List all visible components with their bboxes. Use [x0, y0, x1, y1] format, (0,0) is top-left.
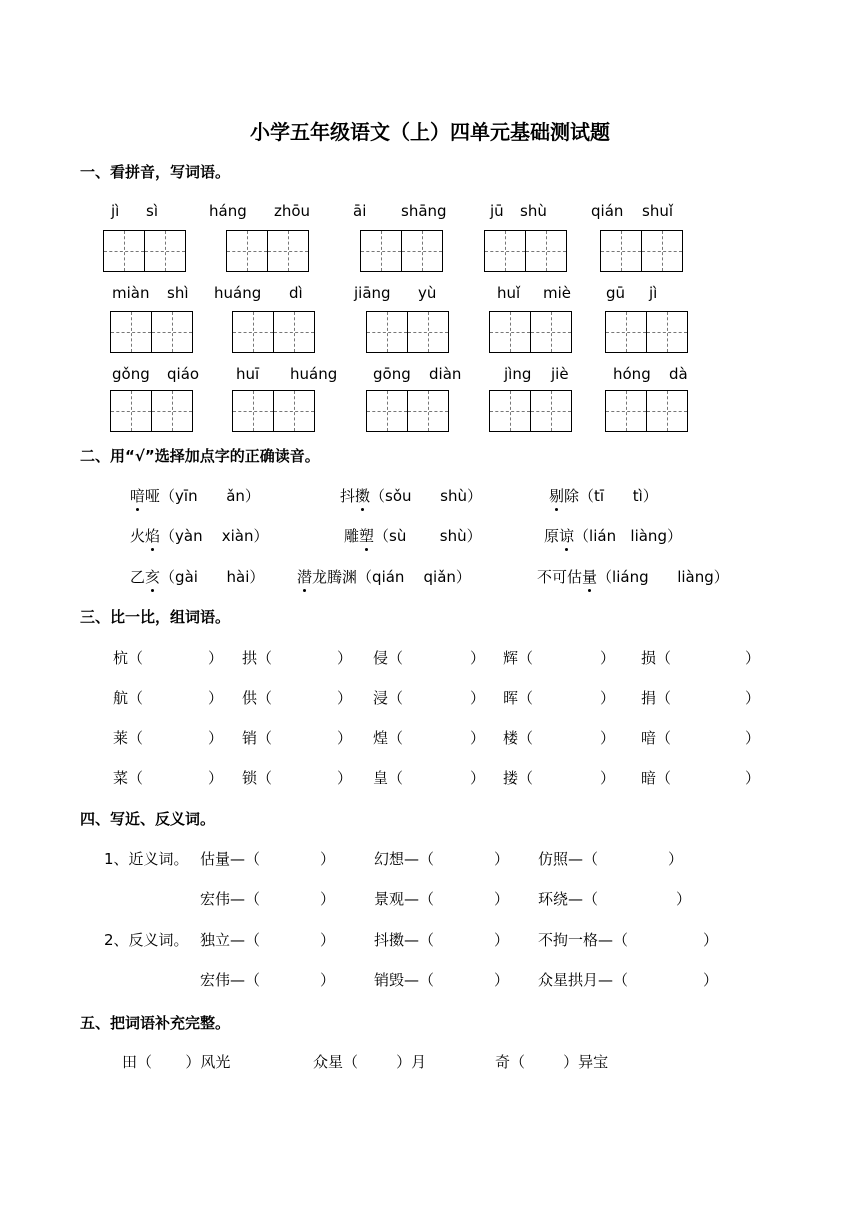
writing-box[interactable] — [600, 230, 683, 272]
section-2-heading: 二、用“√”选择加点字的正确读音。 — [80, 447, 320, 465]
word-formation-item[interactable]: 莱（ — [113, 729, 144, 747]
word-formation-item[interactable]: 销（ — [242, 729, 273, 747]
paren-close: ） — [600, 769, 616, 787]
word-formation-item[interactable]: 锁（ — [242, 769, 273, 787]
word: 估量 — [200, 850, 231, 868]
paren-close: ） — [320, 850, 336, 868]
pinyin: sì — [146, 202, 158, 220]
paren-close: ） — [745, 769, 761, 787]
character: 浸 — [373, 689, 389, 707]
character: 搂 — [503, 769, 519, 787]
writing-box[interactable] — [484, 230, 567, 272]
word-formation-item[interactable]: 辉（ — [503, 649, 534, 667]
pinyin: shù — [520, 202, 547, 220]
pinyin: huáng — [290, 365, 338, 383]
word: 独立 — [200, 931, 231, 949]
writing-box[interactable] — [489, 390, 572, 432]
word-pair-item[interactable]: 宏伟—（ — [200, 890, 261, 908]
reading-choice-item[interactable]: 剔除（tī tì） — [549, 487, 658, 505]
writing-box[interactable] — [110, 311, 193, 353]
paren-close: ） — [494, 931, 510, 949]
pinyin: āi — [353, 202, 367, 220]
pinyin: qián — [591, 202, 624, 220]
section-3-heading: 三、比一比，组词语。 — [80, 608, 231, 626]
character: 辉 — [503, 649, 519, 667]
character: 煌 — [373, 729, 389, 747]
word-formation-item[interactable]: 侵（ — [373, 649, 404, 667]
character: 航 — [113, 689, 129, 707]
writing-box[interactable] — [489, 311, 572, 353]
pinyin: hóng — [613, 365, 651, 383]
paren-close: ） — [494, 971, 510, 989]
character: 莱 — [113, 729, 129, 747]
character: 供 — [242, 689, 258, 707]
word: 销毁 — [374, 971, 405, 989]
word: 抖擞 — [374, 931, 405, 949]
word-formation-item[interactable]: 杭（ — [113, 649, 144, 667]
word: 宏伟 — [200, 971, 231, 989]
writing-box[interactable] — [366, 390, 449, 432]
paren-close: ） — [208, 689, 224, 707]
word-pair-item[interactable]: 众星拱月—（ — [538, 971, 629, 989]
word-pair-item[interactable]: 仿照—（ — [538, 850, 599, 868]
paren-close: ） — [745, 729, 761, 747]
paren-close: ） — [668, 850, 684, 868]
pinyin: qiáo — [167, 365, 200, 383]
pinyin: miàn — [112, 284, 150, 302]
writing-box[interactable] — [605, 390, 688, 432]
reading-choice-item[interactable]: 喑哑（yīn ǎn） — [130, 487, 260, 505]
pinyin: diàn — [429, 365, 462, 383]
word-formation-item[interactable]: 菜（ — [113, 769, 144, 787]
character: 皇 — [373, 769, 389, 787]
pinyin: huǐ — [497, 284, 521, 302]
paren-close: ） — [470, 649, 486, 667]
paren-close: ） — [320, 890, 336, 908]
section-4-heading: 四、写近、反义词。 — [80, 810, 216, 828]
paren-close: ） — [320, 971, 336, 989]
word-pair-item[interactable]: 幻想—（ — [374, 850, 435, 868]
section-1-heading: 一、看拼音，写词语。 — [80, 163, 231, 181]
pinyin: dà — [669, 365, 688, 383]
pinyin: shuǐ — [642, 202, 673, 220]
paren-close: ） — [745, 689, 761, 707]
pinyin: jì — [111, 202, 120, 220]
pinyin: jiè — [551, 365, 569, 383]
word-pair-item[interactable]: 估量—（ — [200, 850, 261, 868]
writing-box[interactable] — [366, 311, 449, 353]
word-pair-item[interactable]: 宏伟—（ — [200, 971, 261, 989]
idiom-fill-item[interactable]: 奇（ ）异宝 — [495, 1053, 609, 1071]
character: 锁 — [242, 769, 258, 787]
paren-close: ） — [494, 850, 510, 868]
word-formation-item[interactable]: 搂（ — [503, 769, 534, 787]
page-title: 小学五年级语文（上）四单元基础测试题 — [250, 120, 610, 144]
paren-close: ） — [703, 971, 719, 989]
paren-close: ） — [208, 769, 224, 787]
writing-box[interactable] — [110, 390, 193, 432]
word-pair-item[interactable]: 独立—（ — [200, 931, 261, 949]
word: 仿照 — [538, 850, 569, 868]
character: 喑 — [641, 729, 657, 747]
pinyin: huī — [236, 365, 260, 383]
character: 杭 — [113, 649, 129, 667]
paren-close: ） — [337, 729, 353, 747]
paren-close: ） — [600, 649, 616, 667]
writing-box[interactable] — [605, 311, 688, 353]
pinyin: háng — [209, 202, 247, 220]
paren-close: ） — [320, 931, 336, 949]
word-formation-item[interactable]: 晖（ — [503, 689, 534, 707]
word-pair-item[interactable]: 环绕—（ — [538, 890, 599, 908]
word: 宏伟 — [200, 890, 231, 908]
word-formation-item[interactable]: 拱（ — [242, 649, 273, 667]
paren-close: ） — [470, 729, 486, 747]
paren-close: ） — [337, 649, 353, 667]
word: 众星拱月 — [538, 971, 599, 989]
pinyin: yù — [418, 284, 437, 302]
pinyin: gū — [606, 284, 626, 302]
paren-close: ） — [470, 689, 486, 707]
pinyin: jū — [490, 202, 504, 220]
pinyin: zhōu — [274, 202, 311, 220]
pinyin: jì — [649, 284, 658, 302]
synonym-label: 1、近义词。 — [104, 850, 189, 868]
character: 捐 — [641, 689, 657, 707]
writing-box[interactable] — [226, 230, 309, 272]
reading-choice-item[interactable]: 抖擞（sǒu shù） — [340, 487, 483, 505]
character: 楼 — [503, 729, 519, 747]
reading-choice-item[interactable]: 乙亥（gài hài） — [130, 568, 265, 586]
paren-close: ） — [703, 931, 719, 949]
antonym-label: 2、反义词。 — [104, 931, 189, 949]
pinyin: huáng — [214, 284, 262, 302]
paren-close: ） — [337, 689, 353, 707]
pinyin: shì — [167, 284, 189, 302]
word: 幻想 — [374, 850, 405, 868]
paren-close: ） — [600, 729, 616, 747]
writing-box[interactable] — [360, 230, 443, 272]
pinyin: dì — [289, 284, 303, 302]
word-formation-item[interactable]: 损（ — [641, 649, 672, 667]
paren-close: ） — [600, 689, 616, 707]
reading-choice-item[interactable]: 火焰（yàn xiàn） — [130, 527, 269, 545]
word-formation-item[interactable]: 供（ — [242, 689, 273, 707]
pinyin: gǒng — [112, 365, 150, 383]
word-pair-item[interactable]: 不拘一格—（ — [538, 931, 629, 949]
paren-close: ） — [494, 890, 510, 908]
character: 损 — [641, 649, 657, 667]
section-5-heading: 五、把词语补充完整。 — [80, 1014, 231, 1032]
paren-close: ） — [337, 769, 353, 787]
word-formation-item[interactable]: 喑（ — [641, 729, 672, 747]
reading-choice-item[interactable]: 原谅（lián liàng） — [544, 527, 682, 545]
reading-choice-item[interactable]: 雕塑（sù shù） — [344, 527, 482, 545]
word-formation-item[interactable]: 航（ — [113, 689, 144, 707]
writing-box[interactable] — [232, 311, 315, 353]
pinyin: miè — [543, 284, 572, 302]
word: 环绕 — [538, 890, 569, 908]
writing-box[interactable] — [103, 230, 186, 272]
pinyin: jìng — [504, 365, 532, 383]
word-pair-item[interactable]: 抖擞—（ — [374, 931, 435, 949]
character: 拱 — [242, 649, 258, 667]
character: 暗 — [641, 769, 657, 787]
reading-choice-item[interactable]: 不可估量（liáng liàng） — [537, 568, 729, 586]
writing-box[interactable] — [232, 390, 315, 432]
word-formation-item[interactable]: 煌（ — [373, 729, 404, 747]
word: 不拘一格 — [538, 931, 599, 949]
word-pair-item[interactable]: 景观—（ — [374, 890, 435, 908]
character: 菜 — [113, 769, 129, 787]
paren-close: ） — [470, 769, 486, 787]
word-formation-item[interactable]: 暗（ — [641, 769, 672, 787]
paren-close: ） — [208, 649, 224, 667]
word-formation-item[interactable]: 捐（ — [641, 689, 672, 707]
pinyin: shāng — [401, 202, 447, 220]
word-formation-item[interactable]: 浸（ — [373, 689, 404, 707]
character: 销 — [242, 729, 258, 747]
character: 侵 — [373, 649, 389, 667]
pinyin: jiāng — [354, 284, 391, 302]
word-pair-item[interactable]: 销毁—（ — [374, 971, 435, 989]
idiom-fill-item[interactable]: 众星（ ）月 — [313, 1053, 427, 1071]
reading-choice-item[interactable]: 潜龙腾渊（qián qiǎn） — [297, 568, 471, 586]
word: 景观 — [374, 890, 405, 908]
paren-close: ） — [676, 890, 692, 908]
paren-close: ） — [745, 649, 761, 667]
idiom-fill-item[interactable]: 田（ ）风光 — [122, 1053, 231, 1071]
character: 晖 — [503, 689, 519, 707]
pinyin: gōng — [373, 365, 411, 383]
paren-close: ） — [208, 729, 224, 747]
word-formation-item[interactable]: 楼（ — [503, 729, 534, 747]
word-formation-item[interactable]: 皇（ — [373, 769, 404, 787]
